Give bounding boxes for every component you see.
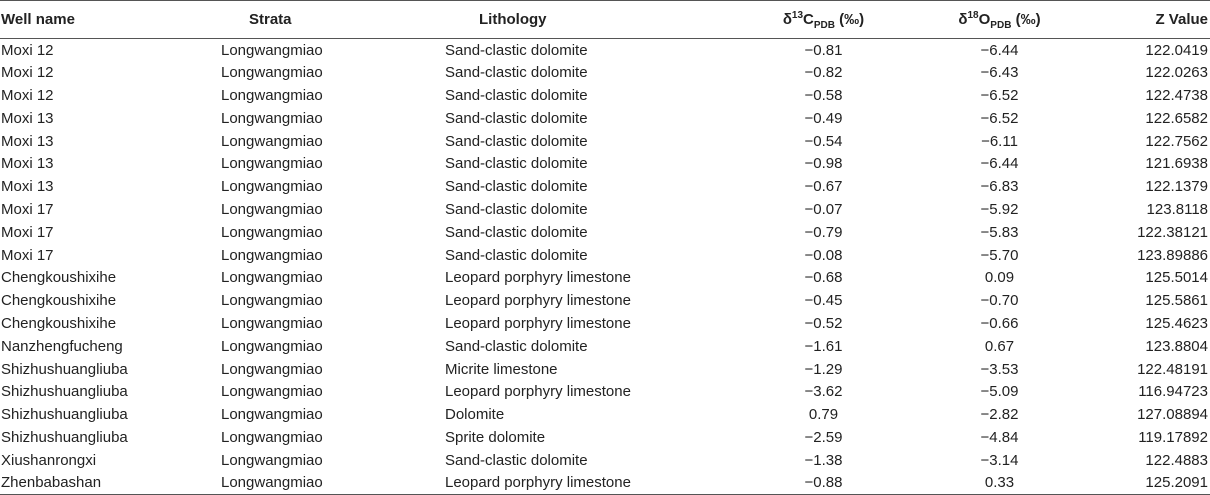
- cell-delta13c: 0.79: [808, 406, 839, 424]
- cell-well-name: Moxi 13: [1, 155, 54, 173]
- cell-lithology: Sand-clastic dolomite: [445, 64, 588, 82]
- table-row: [0, 335, 1210, 358]
- cell-z-value: 122.6582: [1145, 109, 1208, 127]
- cell-delta13c: −0.67: [804, 178, 843, 196]
- cell-delta13c: −0.54: [804, 132, 843, 150]
- cell-well-name: Nanzhengfucheng: [1, 337, 123, 355]
- cell-well-name: Shizhushuangliuba: [1, 428, 128, 446]
- header-delta18o-standard: PDB: [990, 20, 1012, 31]
- cell-strata: Longwangmiao: [221, 314, 323, 332]
- header-delta18o-isotope: 18: [967, 10, 979, 21]
- header-delta13c-element: C: [803, 11, 814, 28]
- table-row: [0, 152, 1210, 175]
- cell-z-value: 122.48191: [1137, 360, 1208, 378]
- cell-strata: Longwangmiao: [221, 246, 323, 264]
- cell-well-name: Shizhushuangliuba: [1, 360, 128, 378]
- header-z-value: Z Value: [1088, 1, 1210, 39]
- cell-lithology: Sand-clastic dolomite: [445, 178, 588, 196]
- cell-delta13c: −3.62: [804, 383, 843, 401]
- cell-lithology: Sand-clastic dolomite: [445, 109, 588, 127]
- cell-z-value: 125.2091: [1088, 472, 1210, 495]
- header-delta13c-isotope: 13: [791, 10, 804, 21]
- cell-delta13c: −2.59: [804, 428, 843, 446]
- table-row: [0, 266, 1210, 289]
- cell-delta18o: −6.52: [980, 109, 1019, 127]
- cell-lithology: Sand-clastic dolomite: [445, 200, 588, 218]
- cell-strata: Longwangmiao: [221, 383, 323, 401]
- cell-delta18o: −3.14: [980, 451, 1019, 469]
- cell-z-value: 125.5014: [1145, 269, 1208, 287]
- table-row: [0, 244, 1210, 267]
- cell-delta18o: −4.84: [980, 428, 1019, 446]
- header-row: [0, 1, 1210, 39]
- cell-strata: Longwangmiao: [221, 109, 323, 127]
- header-strata: Strata: [221, 1, 445, 39]
- cell-delta18o: −5.92: [980, 200, 1019, 218]
- cell-strata: Longwangmiao: [221, 269, 323, 287]
- cell-strata: Longwangmiao: [221, 451, 323, 469]
- cell-lithology: Sand-clastic dolomite: [445, 86, 588, 104]
- cell-strata: Longwangmiao: [221, 428, 323, 446]
- cell-well-name: Xiushanrongxi: [1, 451, 97, 469]
- cell-z-value: 127.08894: [1137, 406, 1208, 424]
- table-header: [0, 1, 1210, 39]
- header-delta18o-symbol: δ: [958, 11, 968, 28]
- cell-delta13c: −0.49: [804, 109, 843, 127]
- cell-z-value: 123.8804: [1145, 337, 1208, 355]
- cell-strata: Longwangmiao: [221, 200, 323, 218]
- table-row: [0, 426, 1210, 449]
- cell-z-value: 122.0263: [1145, 64, 1208, 82]
- cell-well-name: Chengkoushixihe: [1, 292, 117, 310]
- cell-well-name: Moxi 17: [1, 200, 54, 218]
- table-row: [0, 221, 1210, 244]
- cell-z-value: 122.38121: [1137, 223, 1208, 241]
- cell-well-name: Shizhushuangliuba: [1, 406, 128, 424]
- table-row: [0, 61, 1210, 84]
- table-row: [0, 198, 1210, 221]
- cell-lithology: Sand-clastic dolomite: [445, 155, 588, 173]
- cell-z-value: 123.89886: [1137, 246, 1208, 264]
- header-delta13c-unit: (‰): [835, 11, 865, 28]
- cell-delta18o: −6.11: [981, 132, 1018, 150]
- cell-strata: Longwangmiao: [221, 64, 323, 82]
- cell-well-name: Moxi 12: [1, 86, 54, 104]
- header-delta13c: [736, 1, 911, 39]
- cell-delta18o: −6.83: [980, 178, 1019, 196]
- cell-lithology: Sand-clastic dolomite: [445, 246, 588, 264]
- cell-delta18o: 0.67: [984, 337, 1015, 355]
- cell-lithology: Leopard porphyry limestone: [445, 269, 631, 287]
- table-row: [0, 403, 1210, 426]
- cell-z-value: 122.4883: [1145, 451, 1208, 469]
- table-row: [0, 107, 1210, 130]
- cell-well-name: Moxi 12: [1, 64, 54, 82]
- table-body: [0, 39, 1210, 495]
- cell-strata: Longwangmiao: [221, 132, 323, 150]
- table-row: [0, 289, 1210, 312]
- cell-lithology: Micrite limestone: [445, 360, 558, 378]
- cell-lithology: Sand-clastic dolomite: [445, 337, 588, 355]
- cell-lithology: Sprite dolomite: [445, 428, 546, 446]
- cell-lithology: Sand-clastic dolomite: [445, 451, 588, 469]
- header-delta13c-symbol: δ: [782, 11, 792, 28]
- cell-lithology: Sand-clastic dolomite: [445, 41, 588, 59]
- cell-delta18o: −6.44: [980, 41, 1019, 59]
- cell-strata: Longwangmiao: [221, 86, 323, 104]
- cell-z-value: 125.4623: [1145, 314, 1208, 332]
- cell-delta18o: −6.43: [980, 64, 1019, 82]
- cell-well-name: Zhenbabashan: [0, 472, 221, 495]
- cell-well-name: Moxi 13: [1, 109, 54, 127]
- table-row: [0, 84, 1210, 107]
- cell-well-name: Moxi 17: [1, 223, 54, 241]
- cell-delta18o: −0.70: [980, 292, 1019, 310]
- cell-lithology: Leopard porphyry limestone: [445, 292, 631, 310]
- cell-z-value: 122.7562: [1145, 132, 1208, 150]
- cell-delta18o: 0.09: [984, 269, 1015, 287]
- cell-well-name: Chengkoushixihe: [1, 314, 117, 332]
- cell-z-value: 125.5861: [1145, 292, 1208, 310]
- cell-delta18o: −6.52: [980, 86, 1019, 104]
- cell-delta18o: −5.09: [980, 383, 1019, 401]
- cell-delta18o: 0.33: [911, 472, 1088, 495]
- cell-delta13c: −0.45: [804, 292, 843, 310]
- cell-lithology: Sand-clastic dolomite: [445, 132, 588, 150]
- cell-lithology: Sand-clastic dolomite: [445, 223, 588, 241]
- cell-lithology: Dolomite: [445, 406, 505, 424]
- cell-well-name: Moxi 13: [1, 178, 54, 196]
- cell-delta13c: −1.38: [804, 451, 843, 469]
- cell-well-name: Moxi 17: [1, 246, 54, 264]
- cell-well-name: Moxi 13: [1, 132, 54, 150]
- header-lithology: Lithology: [445, 1, 736, 39]
- table-row: [0, 130, 1210, 153]
- cell-delta13c: −0.98: [804, 155, 843, 173]
- cell-well-name: Chengkoushixihe: [1, 269, 117, 287]
- cell-strata: Longwangmiao: [221, 406, 323, 424]
- cell-delta18o: −0.66: [980, 314, 1019, 332]
- cell-z-value: 122.1379: [1145, 178, 1208, 196]
- cell-z-value: 122.0419: [1145, 41, 1208, 59]
- header-delta18o-element: O: [978, 11, 991, 28]
- cell-lithology: Leopard porphyry limestone: [445, 472, 736, 495]
- table-row: [0, 39, 1210, 62]
- header-delta13c-standard: PDB: [813, 20, 836, 31]
- cell-z-value: 116.94723: [1138, 383, 1208, 401]
- cell-strata: Longwangmiao: [221, 292, 323, 310]
- table-row: [0, 175, 1210, 198]
- cell-delta13c: −0.82: [804, 64, 843, 82]
- cell-delta13c: −0.88: [736, 472, 911, 495]
- cell-delta13c: −0.52: [804, 314, 843, 332]
- cell-lithology: Leopard porphyry limestone: [445, 314, 631, 332]
- cell-delta13c: −0.58: [804, 86, 843, 104]
- cell-strata: Longwangmiao: [221, 337, 323, 355]
- header-delta18o: [911, 1, 1088, 39]
- table-row: [0, 312, 1210, 335]
- table-row: [0, 380, 1210, 403]
- cell-well-name: Shizhushuangliuba: [1, 383, 128, 401]
- cell-strata: Longwangmiao: [221, 178, 323, 196]
- cell-delta13c: −0.68: [804, 269, 843, 287]
- table-row: [0, 358, 1210, 381]
- cell-delta13c: −0.08: [804, 246, 843, 264]
- cell-delta13c: −0.07: [804, 200, 843, 218]
- table-row: [0, 472, 1210, 495]
- cell-strata: Longwangmiao: [221, 41, 323, 59]
- cell-z-value: 122.4738: [1145, 86, 1208, 104]
- cell-delta13c: −0.81: [804, 41, 843, 59]
- cell-delta13c: −1.61: [804, 337, 843, 355]
- cell-strata: Longwangmiao: [221, 223, 323, 241]
- header-well-name: Well name: [0, 1, 221, 39]
- cell-delta13c: −1.29: [804, 360, 843, 378]
- cell-strata: Longwangmiao: [221, 155, 323, 173]
- cell-well-name: Moxi 12: [1, 41, 54, 59]
- cell-delta18o: −3.53: [980, 360, 1019, 378]
- cell-z-value: 121.6938: [1145, 155, 1208, 173]
- cell-strata: Longwangmiao: [221, 472, 445, 495]
- header-delta18o-unit: (‰): [1011, 11, 1041, 28]
- cell-z-value: 119.17892: [1138, 428, 1208, 446]
- cell-delta18o: −5.70: [980, 246, 1019, 264]
- cell-strata: Longwangmiao: [221, 360, 323, 378]
- cell-lithology: Leopard porphyry limestone: [445, 383, 631, 401]
- table-row: [0, 449, 1210, 472]
- cell-delta18o: −6.44: [980, 155, 1019, 173]
- cell-delta13c: −0.79: [804, 223, 843, 241]
- cell-z-value: 123.8118: [1146, 200, 1208, 218]
- cell-delta18o: −5.83: [980, 223, 1019, 241]
- cell-delta18o: −2.82: [980, 406, 1019, 424]
